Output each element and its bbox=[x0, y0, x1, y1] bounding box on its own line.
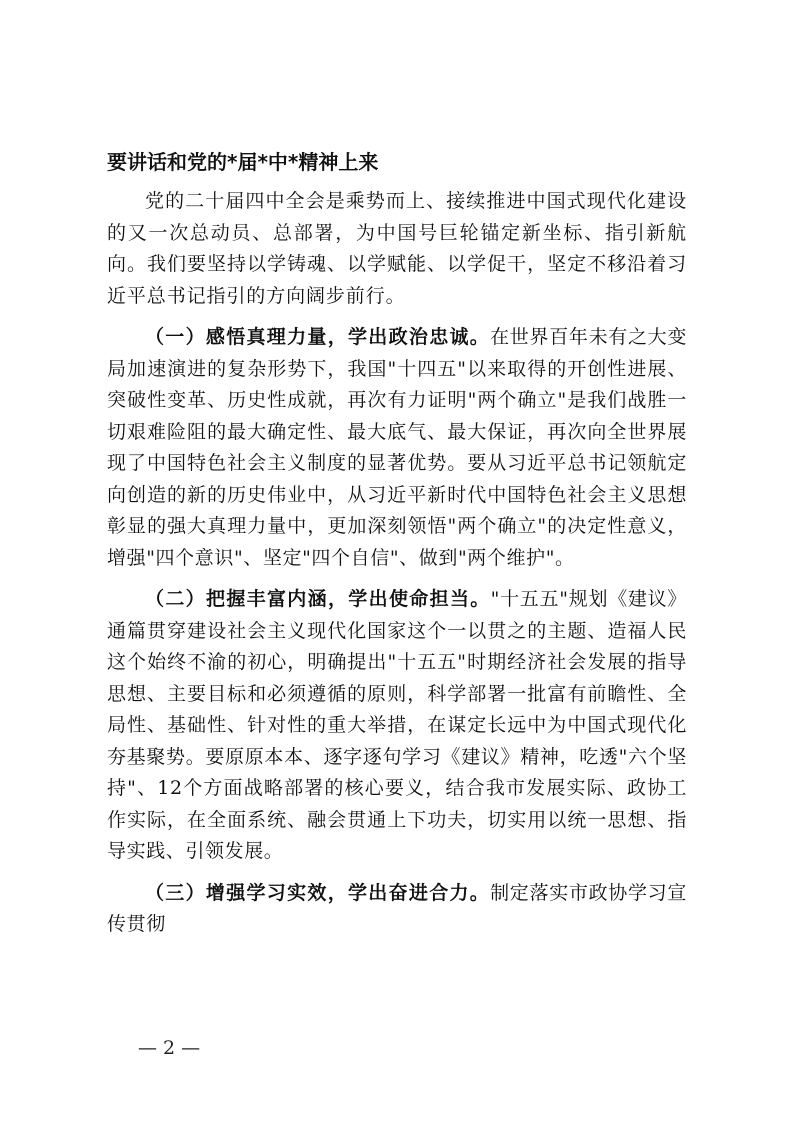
page-number: — 2 — bbox=[138, 1037, 201, 1059]
section-lead-2: （二）把握丰富内涵，学出使命担当。 bbox=[145, 588, 491, 610]
section-text-3: 制定落实市政协学习宣传贯彻 bbox=[107, 881, 687, 935]
section-paragraph-3 bbox=[107, 878, 687, 941]
section-heading: 要讲话和党的*届*中*精神上来 bbox=[107, 150, 379, 174]
section-paragraph-2 bbox=[107, 584, 687, 868]
section-text-2: "十五五"规划《建议》通篇贯穿建设社会主义现代化国家这个一以贯之的主题、造福人民这个始终不渝的初心，明确提出"十五五"时期经济社会发展的指导思想、主要目标和必须遵循的原则，科学部署一批富有前瞻性、全局性、基础性、针对性的重大举措，在谋定长远中为中国式现代化夯基聚势。要原原本本、逐字逐句学习《建议》精神，吃透"六个坚持"、12个方面战略部署的核心要义，结合我市发展实际、政协工作实际，在全面系统、融会贯通上下功夫，切实用以统一思想、指导实践、引领发展。 bbox=[107, 588, 687, 862]
section-lead-1: （一）感悟真理力量，学出政治忠诚。 bbox=[145, 326, 491, 348]
section-paragraph-1 bbox=[107, 322, 687, 574]
body-text bbox=[107, 186, 687, 951]
intro-paragraph: 党的二十届四中全会是乘势而上、接续推进中国式现代化建设的又一次总动员、总部署，为中国号巨轮锚定新坐标、指引新航向。我们要坚持以学铸魂、以学赋能、以学促干，坚定不移沿着习近平总书记指引的方向阔步前行。 bbox=[107, 190, 687, 307]
section-lead-3: （三）增强学习实效，学出奋进合力。 bbox=[145, 881, 491, 904]
section-text-1: 在世界百年未有之大变局加速演进的复杂形势下，我国"十四五"以来取得的开创性进展、突破性变革、历史性成就，再次有力证明"两个确立"是我们战胜一切艰难险阻的最大确定性、最大底气、最大保证，再次向全世界展现了中国特色社会主义制度的显著优势。要从习近平总书记领航定向创造的新的历史伟业中，从习近平新时代中国特色社会主义思想彰显的强大真理力量中，更加深刻领悟"两个确立"的决定性意义，增强"四个意识"、坚定"四个自信"、做到"两个维护"。 bbox=[107, 326, 687, 569]
